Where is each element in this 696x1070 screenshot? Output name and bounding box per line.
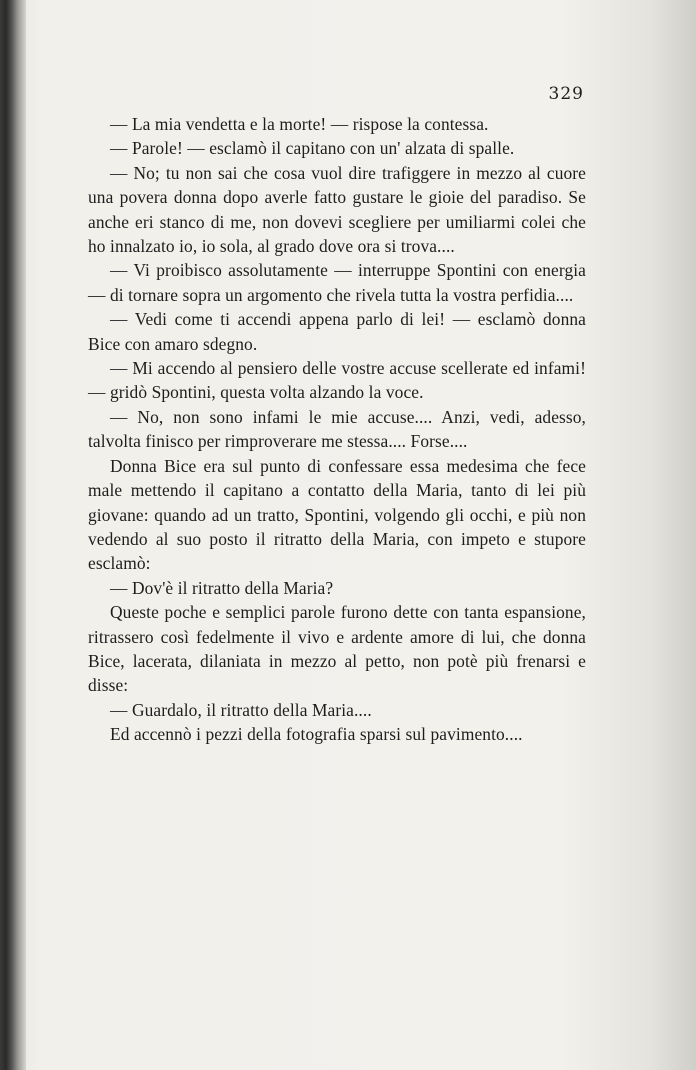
paragraph: — Parole! — esclamò il capitano con un' alzata di spalle. — [110, 138, 515, 159]
paragraph: — No, non sono infami le mie accuse.... Anzi, vedi, adesso, talvolta finisco per rimproverare me stessa.... Forse.... — [88, 406, 586, 452]
page-text — [88, 112, 586, 747]
paragraph: — No; tu non sai che cosa vuol dire trafiggere in mezzo al cuore una povera donna dopo averle fatto gustare le gioie del paradiso. Se anche eri stanco di me, non dovevi scegliere per umiliarmi colei che ho innalzato io, io sola, al grado dove ora si trova.... — [88, 162, 586, 257]
paragraph: — Dov'è il ritratto della Maria? — [110, 577, 334, 598]
paragraph: — Vi proibisco assolutamente — interruppe Spontini con energia — di tornare sopra un argomento che rivela tutta la vostra perfidia.... — [88, 260, 586, 305]
paragraph: Ed accennò i pezzi della fotografia sparsi sul pavimento.... — [110, 724, 523, 745]
book-binding-edge — [0, 0, 26, 1070]
paragraph: — Vedi come ti accendi appena parlo di lei! — esclamò donna Bice con amaro sdegno. — [88, 309, 586, 354]
paragraph: Donna Bice era sul punto di confessare essa medesima che fece male mettendo il capitano a contatto della Maria, tanto di lei più giovane: quando ad un tratto, Spontini, volgendo gli occhi, e più non vedendo al suo posto il ritratto della Maria, con impeto e stupore esclamò: — [88, 455, 586, 574]
paragraph: Queste poche e semplici parole furono dette con tanta espansione, ritrassero così fedelmente il vivo e ardente amore di lui, che donna Bice, lacerata, dilaniata in mezzo al petto, non potè più frenarsi e disse: — [88, 602, 586, 696]
page-number: 329 — [548, 84, 584, 104]
paragraph: — Guardalo, il ritratto della Maria.... — [110, 699, 372, 720]
paragraph: — Mi accendo al pensiero delle vostre accuse scellerate ed infami! — gridò Spontini, questa volta alzando la voce. — [88, 358, 586, 403]
paragraph: — La mia vendetta e la morte! — rispose la contessa. — [110, 114, 489, 134]
